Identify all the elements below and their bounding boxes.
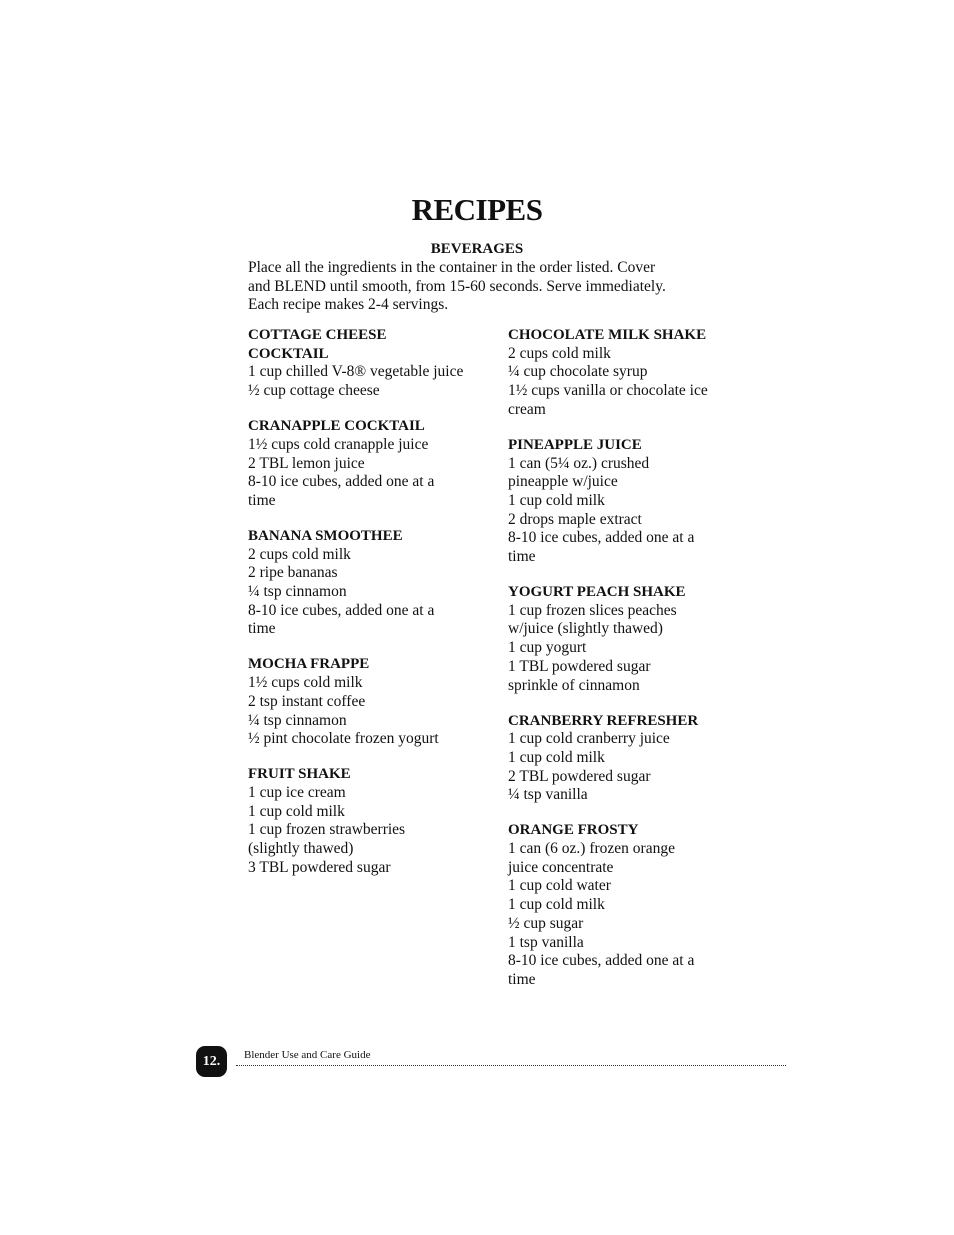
ingredient-line: 1 can (5¼ oz.) crushed [508, 454, 650, 472]
recipe-name: FRUIT SHAKE [248, 766, 351, 783]
ingredient-line: 2 cups cold milk [508, 344, 611, 362]
ingredient-line: 1 cup ice cream [248, 783, 346, 801]
ingredient-line: 1 cup cold milk [508, 748, 605, 766]
ingredient-line: time [248, 491, 276, 509]
recipe-cranapple-cocktail [248, 417, 483, 511]
recipe-pineapple-juice [508, 436, 733, 567]
page-title: RECIPES [411, 192, 543, 227]
ingredient-line: 1 TBL powdered sugar [508, 657, 651, 675]
recipe-name: ORANGE FROSTY [508, 822, 639, 839]
recipe-name: CHOCOLATE MILK SHAKE [508, 327, 707, 343]
ingredient-line: 1 cup cold milk [508, 491, 605, 509]
guide-title: Blender Use and Care Guide [244, 1049, 371, 1061]
section-heading: BEVERAGES [430, 241, 524, 257]
page-footer [196, 1046, 788, 1080]
ingredient-line: 2 tsp instant coffee [248, 692, 366, 710]
ingredient-line: 8-10 ice cubes, added one at a [248, 601, 435, 619]
recipe-column-left [248, 326, 483, 894]
recipe-name: COCKTAIL [248, 345, 329, 362]
page-number-badge: 12. [196, 1046, 227, 1077]
recipe-column-right [508, 326, 733, 1006]
recipe-cottage-cheese-cocktail [248, 326, 483, 401]
ingredient-line: ¼ tsp cinnamon [248, 583, 347, 601]
ingredient-line: sprinkle of cinnamon [508, 676, 640, 694]
recipe-cranberry-refresher [508, 712, 733, 806]
ingredient-line: 1½ cups cold cranapple juice [248, 435, 429, 453]
intro-line: and BLEND until smooth, from 15-60 seconds. Serve immediately. [248, 277, 666, 295]
ingredient-line: cream [508, 400, 546, 418]
ingredient-line: 1 tsp vanilla [508, 933, 584, 951]
ingredient-line: 8-10 ice cubes, added one at a [248, 473, 435, 491]
ingredient-line: 1 cup cold milk [248, 802, 345, 820]
ingredient-line: ¼ tsp vanilla [508, 786, 588, 804]
ingredient-line: 2 cups cold milk [248, 545, 351, 563]
ingredient-line: 2 TBL lemon juice [248, 454, 365, 472]
ingredient-line: 1 cup chilled V-8® vegetable juice [248, 363, 464, 381]
ingredient-line: 2 TBL powdered sugar [508, 767, 651, 785]
recipe-name: MOCHA FRAPPE [248, 656, 370, 673]
recipe-name: CRANBERRY REFRESHER [508, 712, 699, 729]
ingredient-line: time [508, 548, 536, 566]
recipe-name: YOGURT PEACH SHAKE [508, 584, 686, 601]
ingredient-line: pineapple w/juice [508, 473, 618, 491]
ingredient-line: 1 can (6 oz.) frozen orange [508, 840, 675, 858]
recipe-mocha-frappe [248, 655, 483, 749]
ingredient-line: 1 cup cold milk [508, 896, 605, 914]
intro-paragraph [248, 259, 718, 315]
ingredient-line: juice concentrate [508, 858, 614, 876]
recipe-yogurt-peach-shake [508, 583, 733, 695]
ingredient-line: 1 cup cold water [508, 877, 611, 895]
ingredient-line: w/juice (slightly thawed) [508, 620, 663, 638]
ingredient-line: 1 cup cold cranberry juice [508, 730, 670, 748]
recipe-name: COTTAGE CHEESE [248, 327, 387, 343]
ingredient-line: ¼ cup chocolate syrup [508, 363, 648, 381]
ingredient-line: 1½ cups vanilla or chocolate ice [508, 382, 708, 400]
ingredient-line: time [248, 620, 276, 638]
ingredient-line: ¼ tsp cinnamon [248, 711, 347, 729]
ingredient-line: ½ pint chocolate frozen yogurt [248, 730, 439, 748]
ingredient-line: 1½ cups cold milk [248, 674, 363, 692]
ingredient-line: 8-10 ice cubes, added one at a [508, 952, 695, 970]
recipe-orange-frosty [508, 821, 733, 989]
recipe-name: PINEAPPLE JUICE [508, 436, 642, 453]
ingredient-line: 1 cup frozen slices peaches [508, 601, 677, 619]
intro-line: Each recipe makes 2-4 servings. [248, 296, 449, 314]
ingredient-line: 8-10 ice cubes, added one at a [508, 529, 695, 547]
ingredient-line: 1 cup frozen strawberries [248, 821, 406, 839]
recipe-fruit-shake [248, 765, 483, 877]
recipe-chocolate-milk-shake [508, 326, 733, 420]
intro-line: Place all the ingredients in the container in the order listed. Cover [248, 259, 656, 276]
ingredient-line: 2 ripe bananas [248, 564, 338, 582]
ingredient-line: (slightly thawed) [248, 840, 354, 858]
ingredient-line: 1 cup yogurt [508, 639, 587, 657]
ingredient-line: 2 drops maple extract [508, 510, 642, 528]
recipe-banana-smoothee [248, 527, 483, 639]
ingredient-line: ½ cup sugar [508, 914, 584, 932]
footer-dotted-rule [236, 1065, 786, 1066]
ingredient-line: 3 TBL powdered sugar [248, 858, 391, 876]
ingredient-line: ½ cup cottage cheese [248, 382, 380, 400]
recipe-name: CRANAPPLE COCKTAIL [248, 418, 425, 435]
recipe-name: BANANA SMOOTHEE [248, 527, 403, 544]
ingredient-line: time [508, 970, 536, 988]
